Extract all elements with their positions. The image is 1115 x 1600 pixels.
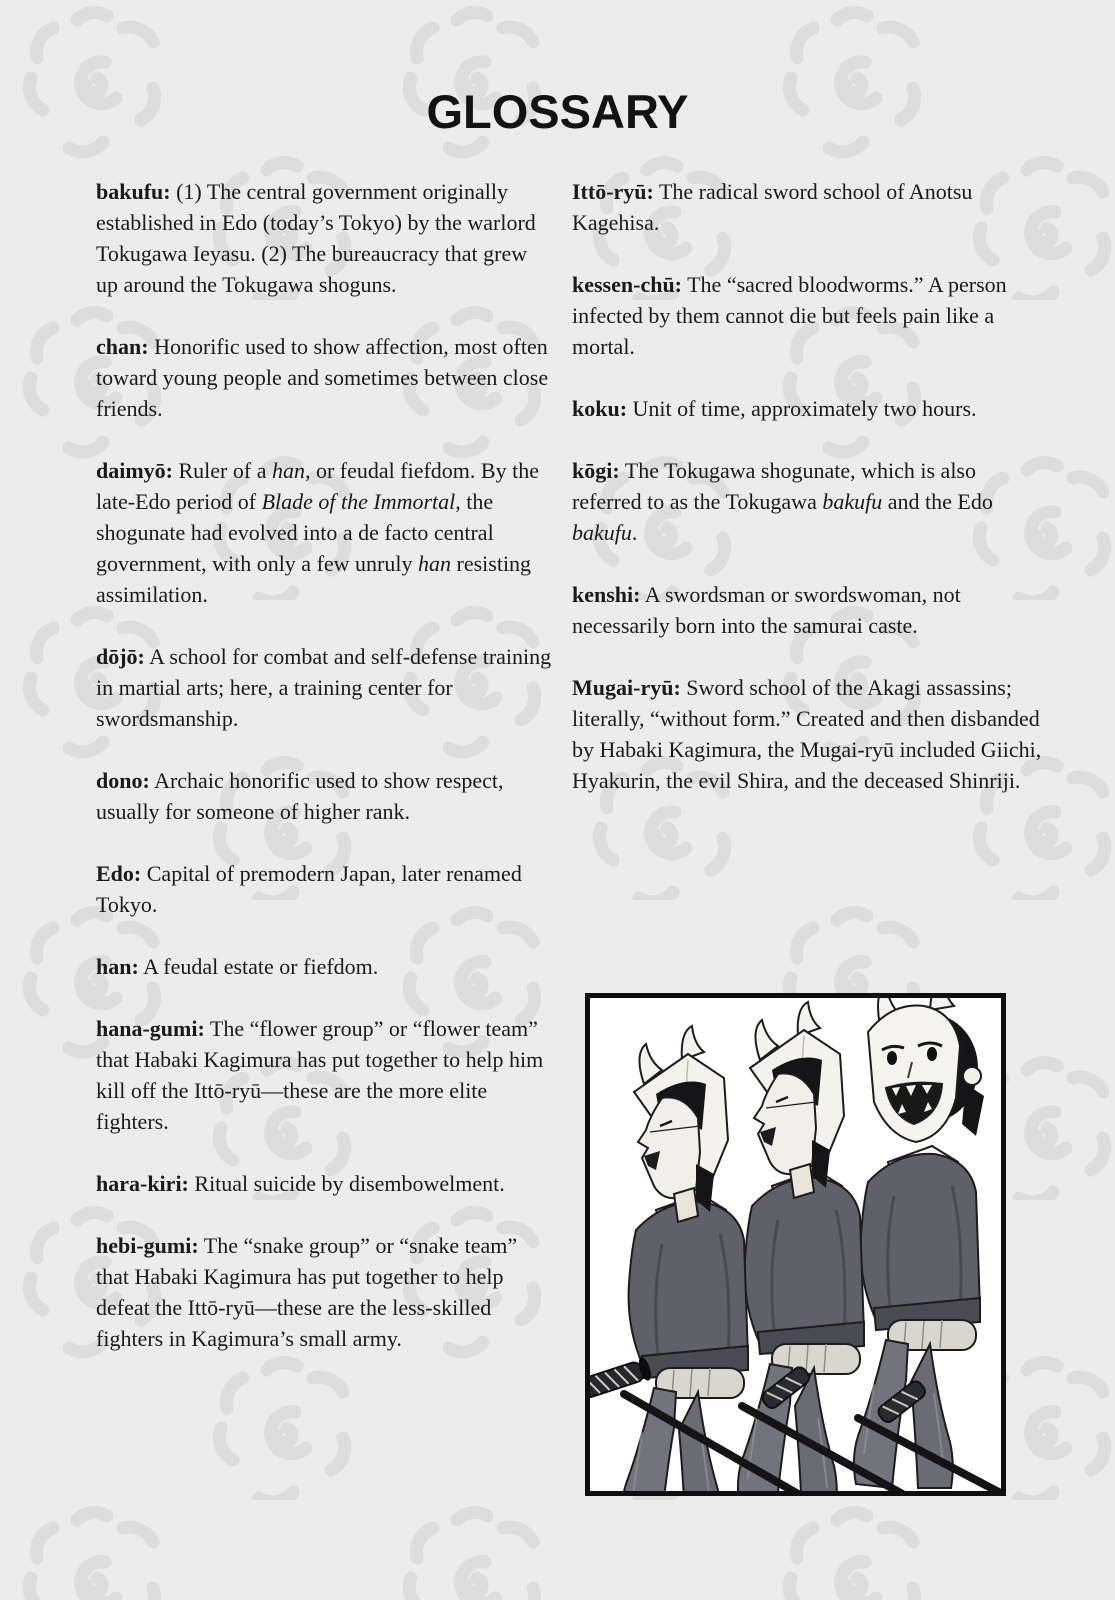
glossary-term: hana-gumi:: [96, 1016, 205, 1041]
glossary-entry-chan: [96, 331, 554, 424]
glossary-term: dono:: [96, 768, 150, 793]
glossary-entry-han: [96, 951, 554, 982]
glossary-term: hebi-gumi:: [96, 1233, 199, 1258]
definition-segment: Unit of time, approximately two hours.: [627, 396, 977, 421]
definition-segment: Sword school of the Akagi assassins; literally, “without form.” Created and then disbanded by Habaki Kagimura, the Mugai-ryū included Giichi, Hyakurin, the evil Shira, and the deceased Shinriji.: [572, 675, 1042, 793]
glossary-term: dōjō:: [96, 644, 145, 669]
definition-segment: The “flower group” or “flower team” that Habaki Kagimura has put together to help him kill off the Ittō-ryū—these are the more elite fighters.: [96, 1016, 544, 1134]
three-masked-samurai-illustration: [590, 998, 1001, 1491]
definition-italic-segment: han: [418, 551, 451, 576]
definition-italic-segment: bakufu: [822, 489, 883, 514]
glossary-entry-hara-kiri: [96, 1168, 554, 1199]
manga-panel-three-masked-samurai: [585, 993, 1006, 1496]
definition-italic-segment: han: [271, 458, 305, 483]
definition-segment: .: [631, 520, 638, 545]
definition-segment: The “sacred bloodworms.” A person infected by them cannot die but feels pain like a mortal.: [572, 272, 1007, 359]
glossary-entry-dono: [96, 765, 554, 827]
glossary-term: han:: [96, 954, 139, 979]
samurai-back: [854, 998, 984, 1488]
glossary-entry-edo: [96, 858, 554, 920]
glossary-term: koku:: [572, 396, 628, 421]
glossary-term: Edo:: [96, 861, 142, 886]
definition-italic-segment: Blade of the Immortal: [261, 489, 456, 514]
glossary-entry-daimy: [96, 455, 554, 610]
glossary-entry-d-j: [96, 641, 554, 734]
glossary-term: kessen-chū:: [572, 272, 683, 297]
glossary-term: Ittō-ryū:: [572, 179, 654, 204]
glossary-term: bakufu:: [96, 179, 171, 204]
definition-segment: resisting assimilation.: [96, 551, 532, 607]
glossary-entry-k-gi: [572, 455, 1045, 548]
definition-segment: A feudal estate or fiefdom.: [138, 954, 379, 979]
glossary-entry-itt-ry: [572, 176, 1045, 238]
definition-segment: Honorific used to show affection, most often toward young people and sometimes between close friends.: [96, 334, 549, 421]
definition-segment: (1) The central government originally established in Edo (today’s Tokyo) by the warlord Tokugawa Ieyasu. (2) The bureaucracy that grew up around the Tokugawa shoguns.: [96, 179, 536, 297]
glossary-term: kenshi:: [572, 582, 641, 607]
glossary-entry-kessen-ch: [572, 269, 1045, 362]
definition-segment: Ruler of a: [173, 458, 272, 483]
glossary-term: hara-kiri:: [96, 1171, 189, 1196]
glossary-term: chan:: [96, 334, 149, 359]
glossary-column-left: [96, 176, 554, 1385]
definition-italic-segment: bakufu: [572, 520, 632, 545]
definition-segment: The “snake group” or “snake team” that Habaki Kagimura has put together to help defeat the Ittō-ryū—these are the less-skilled fighters in Kagimura’s small army.: [96, 1233, 518, 1351]
glossary-entry-hana-gumi: [96, 1013, 554, 1137]
definition-segment: A swordsman or swordswoman, not necessarily born into the samurai caste.: [572, 582, 961, 638]
glossary-entry-hebi-gumi: [96, 1230, 554, 1354]
glossary-entry-mugai-ry: [572, 672, 1045, 796]
definition-segment: Ritual suicide by disembowelment.: [188, 1171, 505, 1196]
definition-segment: , or feudal fiefdom. By the late-Edo period of: [96, 458, 539, 514]
definition-segment: Capital of premodern Japan, later renamed Tokyo.: [96, 861, 522, 917]
glossary-entry-kenshi: [572, 579, 1045, 641]
glossary-entry-bakufu: [96, 176, 554, 300]
page-title: GLOSSARY: [426, 85, 689, 138]
definition-segment: Archaic honorific used to show respect, usually for someone of higher rank.: [96, 768, 504, 824]
definition-segment: A school for combat and self-defense training in martial arts; here, a training center for swordsmanship.: [96, 644, 552, 731]
glossary-column-right: [572, 176, 1045, 827]
samurai-front: [622, 1026, 748, 1491]
glossary-entry-koku: [572, 393, 1045, 424]
definition-segment: , the shogunate had evolved into a de facto central government, with only a few unruly: [96, 489, 494, 576]
glossary-term: daimyō:: [96, 458, 173, 483]
definition-segment: The radical sword school of Anotsu Kagehisa.: [572, 179, 973, 235]
glossary-term: kōgi:: [572, 458, 620, 483]
definition-segment: The Tokugawa shogunate, which is also referred to as the Tokugawa: [572, 458, 976, 514]
definition-segment: and the Edo: [882, 489, 993, 514]
glossary-term: Mugai-ryū:: [572, 675, 681, 700]
